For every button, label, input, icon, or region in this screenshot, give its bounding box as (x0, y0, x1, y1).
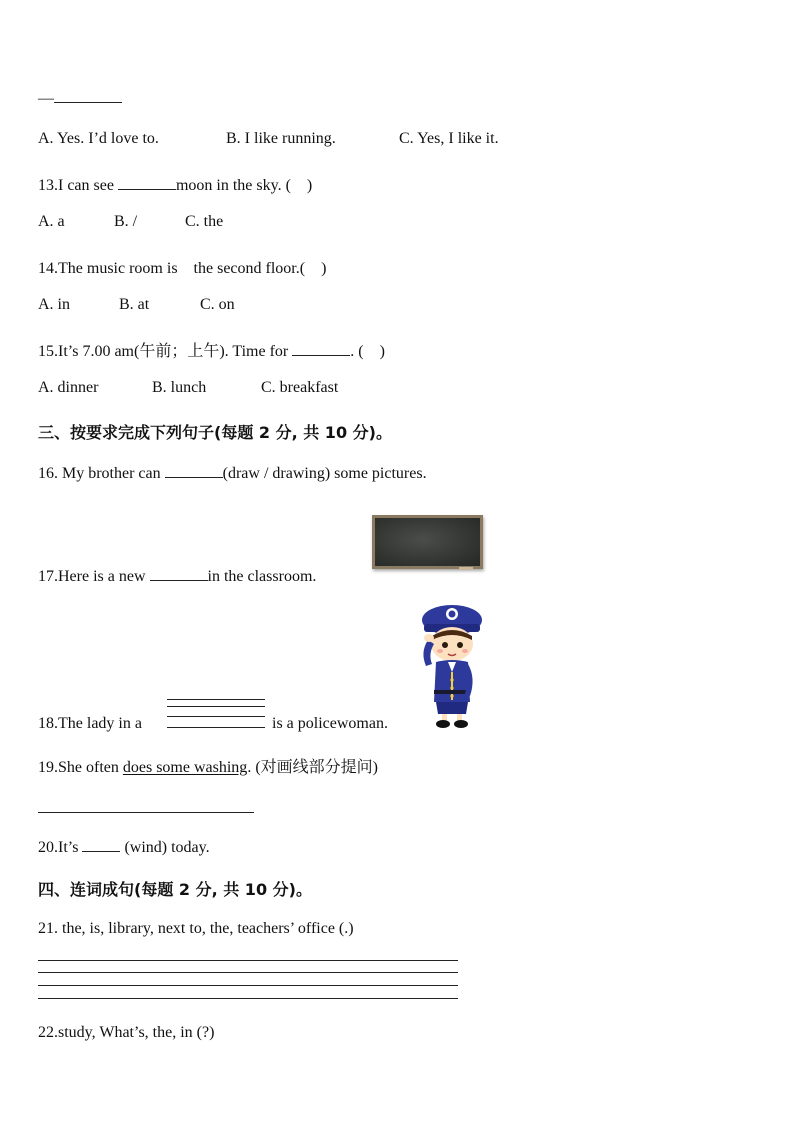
q19-text-post: . (对画线部分提问) (247, 759, 378, 776)
option-a[interactable]: A. a (38, 213, 65, 230)
q19-answer-line[interactable] (38, 812, 254, 813)
option-b[interactable]: B. / (114, 213, 138, 230)
underlined-phrase: does some washing (122, 759, 248, 776)
dash: — (38, 90, 54, 107)
answer-line-3[interactable] (167, 716, 265, 717)
question-19 (38, 754, 378, 777)
q13-text-pre: 13.I can see (38, 177, 114, 194)
question-18 (38, 715, 142, 733)
answer-blank[interactable] (118, 175, 176, 190)
question-20 (38, 837, 210, 857)
writing-line-2[interactable] (38, 972, 458, 973)
question-15 (38, 338, 385, 361)
section-4-heading: 四、连词成句(每题 2 分, 共 10 分)。 (38, 880, 312, 899)
option-c[interactable]: C. breakfast (261, 379, 339, 396)
option-c[interactable]: C. Yes, I like it. (399, 130, 499, 147)
q15-text-pre: 15.It’s 7.00 am(午前；上午). Time for (38, 343, 289, 360)
question-13 (38, 172, 312, 195)
q16-text-pre: 16. My brother can (38, 465, 161, 482)
section-3-heading: 三、按要求完成下列句子(每题 2 分, 共 10 分)。 (38, 423, 392, 442)
q13-options (38, 213, 223, 231)
q20-text-post: (wind) today. (124, 839, 210, 856)
policewoman-icon (410, 600, 490, 732)
option-a[interactable]: A. dinner (38, 379, 99, 396)
question-17 (38, 566, 316, 586)
answer-blank[interactable] (292, 341, 350, 356)
option-b[interactable]: B. lunch (152, 379, 207, 396)
q18-text-post: is a policewoman. (272, 715, 388, 732)
q16-text-post: (draw / drawing) some pictures. (222, 465, 427, 482)
option-a[interactable]: A. Yes. I’d love to. (38, 130, 159, 147)
q17-text-post: in the classroom. (207, 568, 317, 585)
q19-text-pre: 19.She often (38, 759, 119, 776)
question-22: 22.study, What’s, the, in (?) (38, 1024, 215, 1041)
option-b[interactable]: B. at (119, 296, 150, 313)
option-a[interactable]: A. in (38, 296, 70, 313)
answer-blank[interactable] (150, 566, 208, 581)
answer-line-1[interactable] (167, 699, 265, 700)
writing-line-1[interactable] (38, 960, 458, 961)
answer-line-2[interactable] (167, 706, 265, 707)
q15-options (38, 379, 338, 397)
writing-line-3[interactable] (38, 985, 458, 986)
writing-line-4[interactable] (38, 998, 458, 999)
question-21: 21. the, is, library, next to, the, teachers’ office (.) (38, 920, 354, 937)
question-16 (38, 463, 427, 483)
q14-options (38, 296, 235, 314)
answer-line-4[interactable] (167, 727, 265, 728)
q20-text-pre: 20.It’s (38, 839, 79, 856)
q15-text-post: . ( ) (350, 343, 385, 360)
answer-blank[interactable] (165, 463, 223, 478)
answer-blank[interactable] (54, 88, 122, 103)
option-c[interactable]: C. on (200, 296, 235, 313)
q18-text-pre: 18.The lady in a (38, 715, 142, 732)
answer-blank[interactable] (82, 837, 120, 852)
question-14: 14.The music room is the second floor.( ) (38, 260, 327, 277)
q13-text-post: moon in the sky. ( ) (175, 177, 313, 194)
q12-answer-line (38, 88, 122, 108)
option-b[interactable]: B. I like running. (226, 130, 336, 147)
q17-text-pre: 17.Here is a new (38, 568, 146, 585)
q12-options (38, 130, 499, 148)
option-c[interactable]: C. the (185, 213, 224, 230)
blackboard-icon (372, 515, 483, 569)
